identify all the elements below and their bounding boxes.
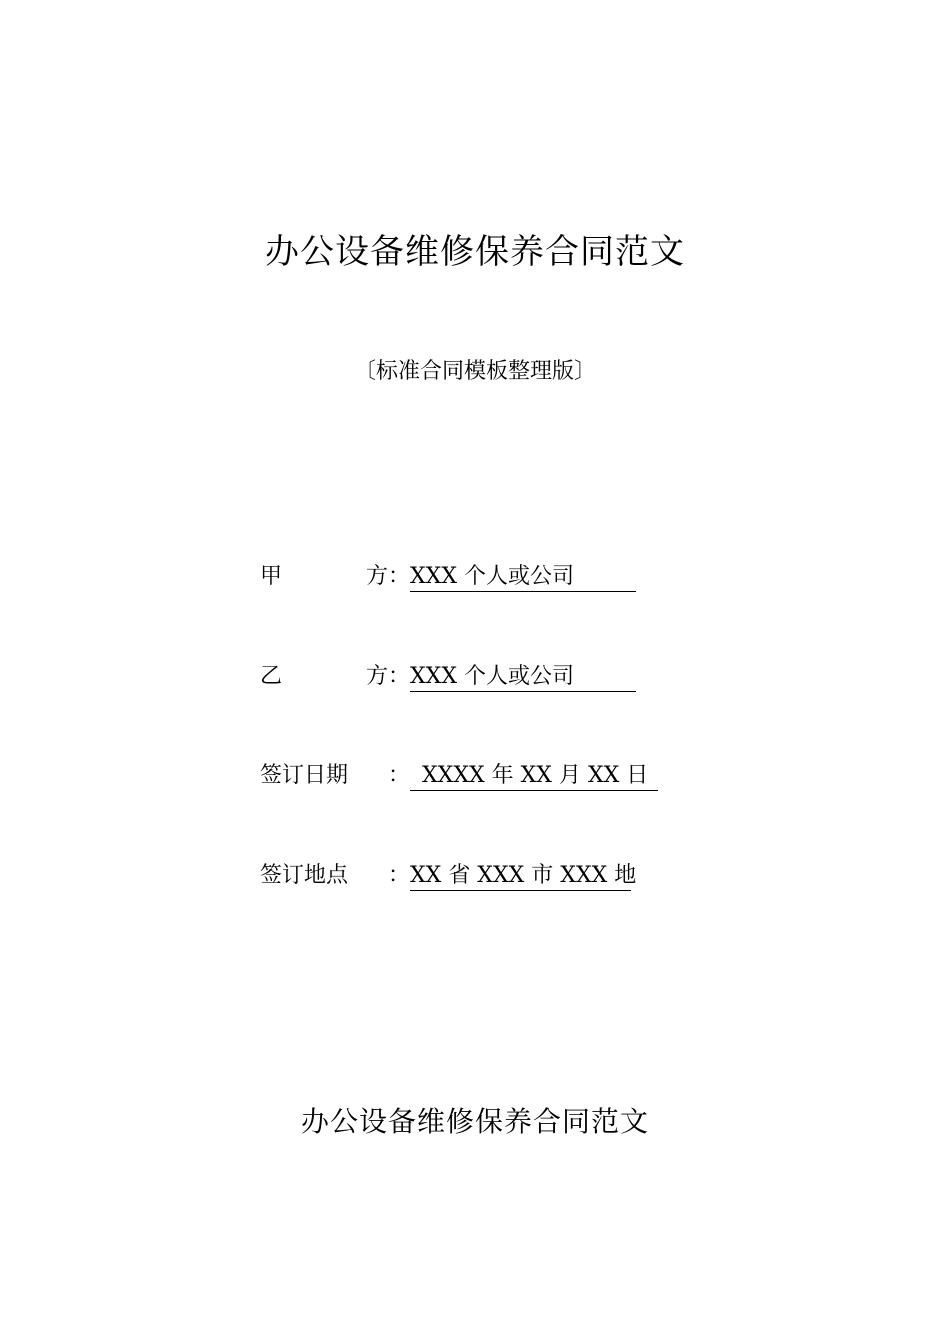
party-b-label bbox=[260, 662, 388, 692]
document-subtitle: 〔标准合同模板整理版〕 bbox=[353, 359, 596, 384]
party-a-label bbox=[260, 562, 388, 592]
sign-place-label: 签订地点 bbox=[260, 863, 349, 888]
party-b-field bbox=[260, 656, 636, 692]
party-a-field bbox=[260, 556, 636, 592]
party-b-label-second: 方 bbox=[365, 664, 388, 689]
sign-date-colon: ： bbox=[388, 763, 411, 788]
sign-place-colon: ： bbox=[388, 863, 411, 888]
sign-place-field bbox=[260, 855, 637, 891]
party-b-value[interactable]: XXX 个人或公司 bbox=[410, 664, 636, 692]
sign-date-value[interactable]: XXXX 年 XX 月 XX 日 bbox=[410, 763, 658, 791]
party-a-colon: ： bbox=[388, 564, 411, 589]
party-b-colon: ： bbox=[388, 664, 411, 689]
sign-place-value[interactable]: XX 省 XXX 市 XXX 地 bbox=[410, 863, 631, 891]
footer-title: 办公设备维修保养合同范文 bbox=[300, 1105, 649, 1138]
document-title: 办公设备维修保养合同范文 bbox=[265, 232, 685, 272]
party-b-label-first: 乙 bbox=[260, 664, 283, 689]
party-a-label-first: 甲 bbox=[260, 564, 283, 589]
party-a-label-second: 方 bbox=[365, 564, 388, 589]
party-a-value[interactable]: XXX 个人或公司 bbox=[410, 564, 636, 592]
sign-date-field bbox=[260, 755, 658, 791]
sign-date-label: 签订日期 bbox=[260, 763, 349, 788]
